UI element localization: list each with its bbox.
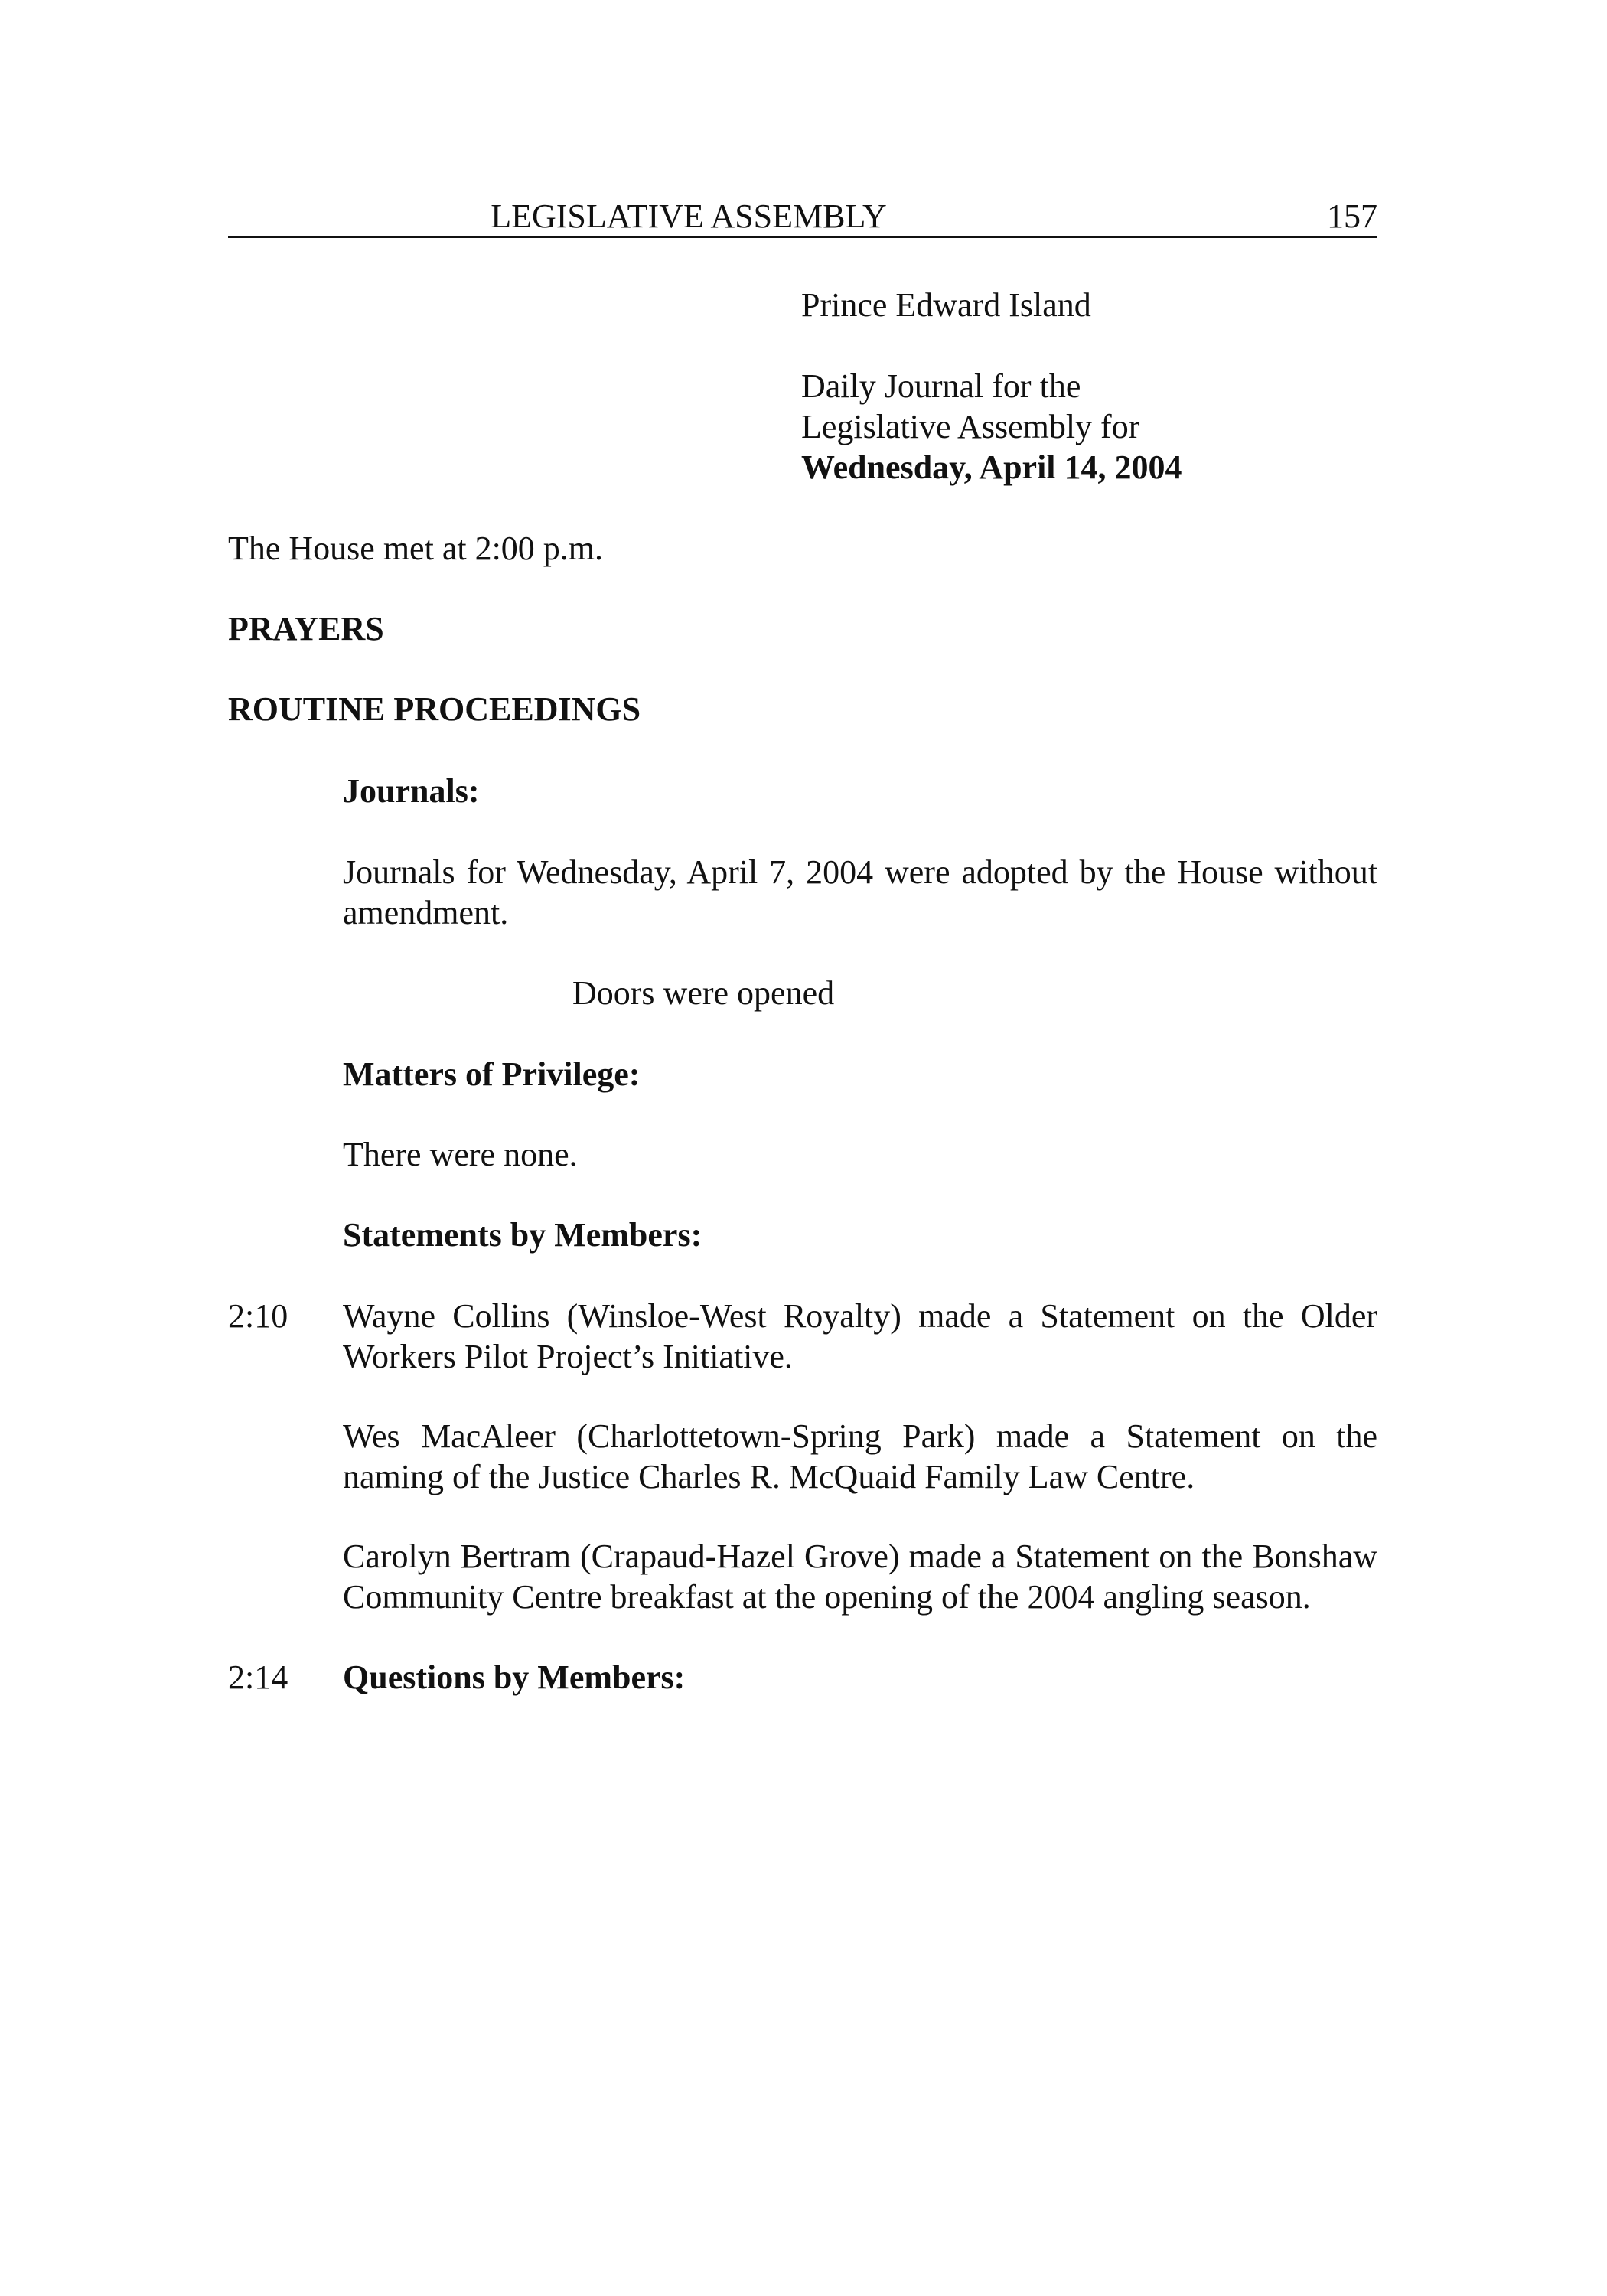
header-rule [228, 236, 1377, 238]
subheading-statements-by-members: Statements by Members: [343, 1216, 702, 1254]
house-met-statement: The House met at 2:00 p.m. [228, 530, 604, 567]
subheading-questions-by-members: Questions by Members: [343, 1658, 686, 1696]
journal-title-line-1: Daily Journal for the [801, 367, 1081, 405]
subheading-matters-of-privilege: Matters of Privilege: [343, 1055, 641, 1093]
province-name: Prince Edward Island [801, 286, 1091, 324]
statement-paragraph: Wayne Collins (Winsloe-West Royalty) made a Statement on the Older Workers Pilot Project’s Initiative. [343, 1297, 1377, 1375]
time-stamp-questions: 2:14 [228, 1658, 288, 1696]
time-stamp-statements: 2:10 [228, 1297, 288, 1335]
section-heading-prayers: PRAYERS [228, 610, 384, 647]
statement-paragraph: Carolyn Bertram (Crapaud-Hazel Grove) made a Statement on the Bonshaw Community Centre breakfast at the opening of the 2004 angling season. [343, 1538, 1377, 1616]
journals-paragraph: Journals for Wednesday, April 7, 2004 were adopted by the House without amendment. [343, 853, 1377, 931]
page-number: 157 [1327, 197, 1377, 235]
doors-opened-note: Doors were opened [572, 974, 835, 1012]
privilege-paragraph: There were none. [343, 1136, 578, 1173]
journal-title-line-2: Legislative Assembly for [801, 408, 1140, 445]
running-header-title: LEGISLATIVE ASSEMBLY [491, 197, 887, 235]
section-heading-routine-proceedings: ROUTINE PROCEEDINGS [228, 690, 641, 728]
statement-paragraph: Wes MacAleer (Charlottetown-Spring Park) made a Statement on the naming of the Justice Charles R. McQuaid Family Law Centre. [343, 1417, 1377, 1495]
subheading-journals: Journals: [343, 772, 480, 810]
journal-date: Wednesday, April 14, 2004 [801, 448, 1182, 486]
